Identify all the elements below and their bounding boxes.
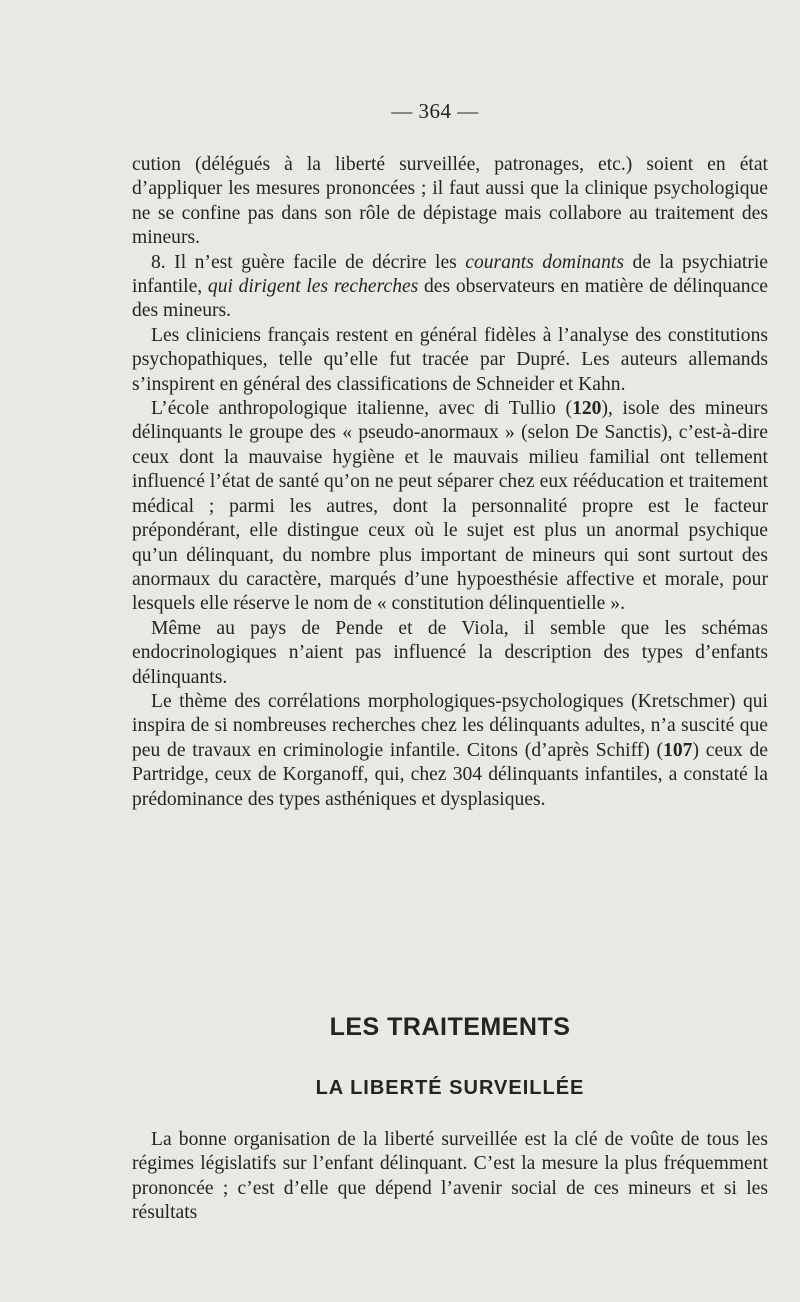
main-text: [132, 153, 768, 812]
text-run: 107: [663, 739, 693, 761]
paragraph-4: [132, 397, 768, 617]
text-run: des observateurs en matière de délinquance des mineurs.: [132, 276, 768, 322]
paragraph-5: [132, 617, 768, 690]
text-run: Même au pays de Pende et de Viola, il semble que les schémas endocrinologiques n’aient pas influencé la description des types d’enfants délinquants.: [132, 617, 768, 688]
text-run: de la psychiatrie infantile,: [132, 251, 769, 298]
paragraph-2: [132, 251, 768, 324]
text-run: courants dominants: [465, 251, 624, 273]
section-title: LES TRAITEMENTS: [329, 1013, 571, 1041]
text-run: cution (délégués à la liberté surveillée, patronages, etc.) soient en état d’appliquer les mesures prononcées ; il faut aussi que la clinique psychologique ne se confine pas dans son rôle de dépistage mais collabore au traitement des mineurs.: [132, 154, 768, 249]
paragraph-7: [132, 1128, 768, 1226]
text-run: 120: [572, 398, 602, 420]
text-run: L’école anthropologique italienne, avec di Tullio (: [151, 398, 573, 420]
paragraph-3: [132, 324, 768, 397]
text-run: ) ceux de Partridge, ceux de Korganoff, qui, chez 304 délinquants infantiles, a constaté la prédominance des types asthéniques et dysplasiques.: [132, 739, 768, 810]
subsection-title: LA LIBERTÉ SURVEILLÉE: [315, 1077, 585, 1099]
paragraph-6: [132, 690, 768, 812]
text-run: La bonne organisation de la liberté surveillée est la clé de voûte de tous les régimes législatifs sur l’enfant délinquant. C’est la mesure la plus fréquemment prononcée ; c’est d’elle que dépend l’avenir social de ces mineurs et si les résultats: [132, 1129, 768, 1224]
text-run: 8. Il n’est guère facile de décrire les: [151, 251, 466, 273]
text-run: Les cliniciens français restent en général fidèles à l’analyse des constitutions psychopathiques, telle qu’elle fut tracée par Dupré. Les auteurs allemands s’inspirent en général des classifications de Schneider et Kahn.: [132, 324, 768, 395]
page-number: — 364 —: [391, 99, 479, 123]
section-text: [132, 1128, 768, 1226]
paragraph-1: [132, 153, 768, 251]
text-run: qui dirigent les recherches: [207, 276, 419, 298]
text-run: ), isole des mineurs délinquants le groupe des « pseudo-anormaux » (selon De Sanctis), c’est-à-dire ceux dont la mauvaise hygiène et le mauvais milieu familial ont tellement influencé l’état de santé qu’on ne peut séparer chez eux rééducation et traitement médical ; parmi les autres, dont la personnalité propre est le facteur prépondérant, elle distingue ceux où le sujet est plus un anormal psychique qu’un délinquant, du nombre plus important de mineurs qui sont surtout des anormaux du caractère, marqués d’une hypoesthésie affective et morale, pour lesquels elle réserve le nom de « constitution délinquentielle ».: [132, 398, 768, 615]
text-run: Le thème des corrélations morphologiques-psychologiques (Kretschmer) qui inspira de si nombreuses recherches chez les délinquants adultes, n’a suscité que peu de travaux en criminologie infantile. Citons (d’après Schiff) (: [132, 690, 768, 761]
